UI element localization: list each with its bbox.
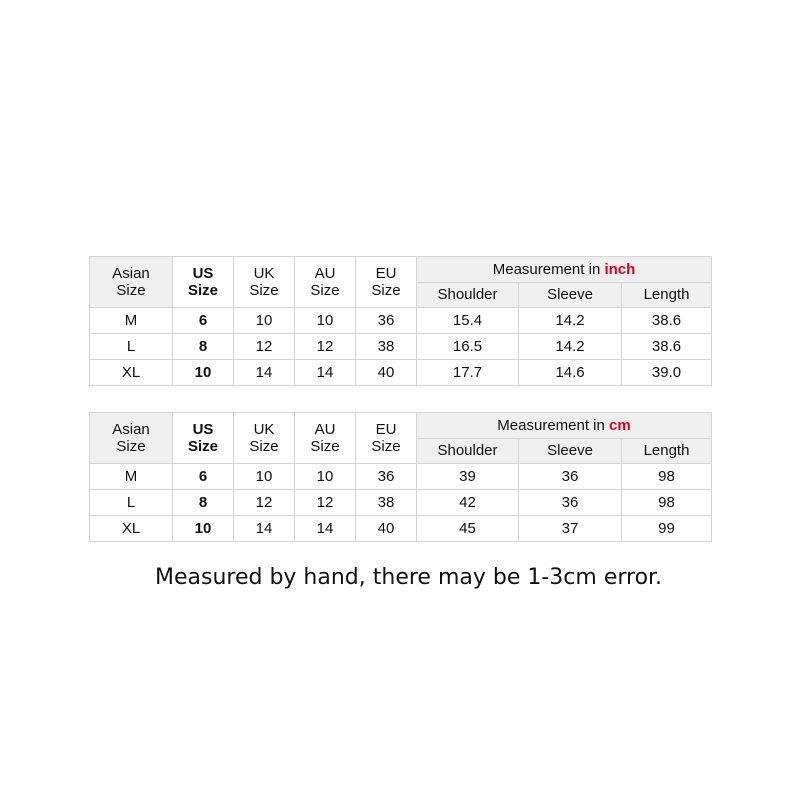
cell-asian-size: M (90, 464, 173, 490)
table-row (90, 490, 712, 516)
table-row (90, 516, 712, 542)
cell-sleeve: 36 (519, 464, 622, 490)
header-uk-size: UK Size (234, 413, 295, 464)
header-asian-size: Asian Size (90, 257, 173, 308)
size-table-inch (89, 256, 712, 386)
header-length: Length (622, 439, 712, 464)
header-eu-size: EU Size (356, 413, 417, 464)
measurement-prefix: Measurement in (497, 416, 610, 434)
cell-length: 38.6 (622, 308, 712, 334)
table-row (90, 308, 712, 334)
header-shoulder: Shoulder (417, 439, 519, 464)
cell-shoulder: 17.7 (417, 360, 519, 386)
cell-uk-size: 14 (234, 516, 295, 542)
cell-length: 98 (622, 490, 712, 516)
header-us-size: US Size (173, 257, 234, 308)
cell-au-size: 12 (295, 334, 356, 360)
header-eu-size: EU Size (356, 257, 417, 308)
cell-au-size: 10 (295, 308, 356, 334)
cell-length: 39.0 (622, 360, 712, 386)
cell-asian-size: L (90, 490, 173, 516)
cell-asian-size: XL (90, 360, 173, 386)
cell-au-size: 14 (295, 516, 356, 542)
cell-sleeve: 14.6 (519, 360, 622, 386)
cell-shoulder: 16.5 (417, 334, 519, 360)
cell-uk-size: 12 (234, 334, 295, 360)
cell-eu-size: 40 (356, 360, 417, 386)
cell-asian-size: L (90, 334, 173, 360)
header-measurement (417, 413, 712, 439)
cell-us-size: 8 (173, 490, 234, 516)
cell-shoulder: 45 (417, 516, 519, 542)
measurement-unit: inch (604, 260, 636, 278)
cell-sleeve: 37 (519, 516, 622, 542)
cell-uk-size: 14 (234, 360, 295, 386)
cell-eu-size: 38 (356, 334, 417, 360)
cell-length: 99 (622, 516, 712, 542)
header-shoulder: Shoulder (417, 283, 519, 308)
cell-us-size: 10 (173, 516, 234, 542)
cell-us-size: 8 (173, 334, 234, 360)
header-au-size: AU Size (295, 257, 356, 308)
cell-eu-size: 36 (356, 464, 417, 490)
measurement-prefix: Measurement in (492, 260, 605, 278)
cell-uk-size: 10 (234, 308, 295, 334)
header-measurement (417, 257, 712, 283)
cell-us-size: 6 (173, 308, 234, 334)
cell-au-size: 14 (295, 360, 356, 386)
cell-asian-size: M (90, 308, 173, 334)
cell-shoulder: 15.4 (417, 308, 519, 334)
header-sleeve: Sleeve (519, 439, 622, 464)
cell-length: 38.6 (622, 334, 712, 360)
header-length: Length (622, 283, 712, 308)
measurement-note: Measured by hand, there may be 1-3cm error. (155, 565, 663, 590)
cell-eu-size: 36 (356, 308, 417, 334)
cell-asian-size: XL (90, 516, 173, 542)
cell-sleeve: 36 (519, 490, 622, 516)
table-row (90, 360, 712, 386)
header-sleeve: Sleeve (519, 283, 622, 308)
cell-shoulder: 42 (417, 490, 519, 516)
cell-us-size: 10 (173, 360, 234, 386)
size-table-cm (89, 412, 712, 542)
cell-us-size: 6 (173, 464, 234, 490)
cell-eu-size: 38 (356, 490, 417, 516)
cell-uk-size: 10 (234, 464, 295, 490)
header-au-size: AU Size (295, 413, 356, 464)
cell-sleeve: 14.2 (519, 308, 622, 334)
cell-au-size: 10 (295, 464, 356, 490)
header-uk-size: UK Size (234, 257, 295, 308)
table-row (90, 334, 712, 360)
cell-shoulder: 39 (417, 464, 519, 490)
measurement-unit: cm (609, 416, 631, 434)
cell-eu-size: 40 (356, 516, 417, 542)
table-row (90, 464, 712, 490)
cell-au-size: 12 (295, 490, 356, 516)
header-us-size: US Size (173, 413, 234, 464)
cell-sleeve: 14.2 (519, 334, 622, 360)
cell-length: 98 (622, 464, 712, 490)
cell-uk-size: 12 (234, 490, 295, 516)
header-asian-size: Asian Size (90, 413, 173, 464)
